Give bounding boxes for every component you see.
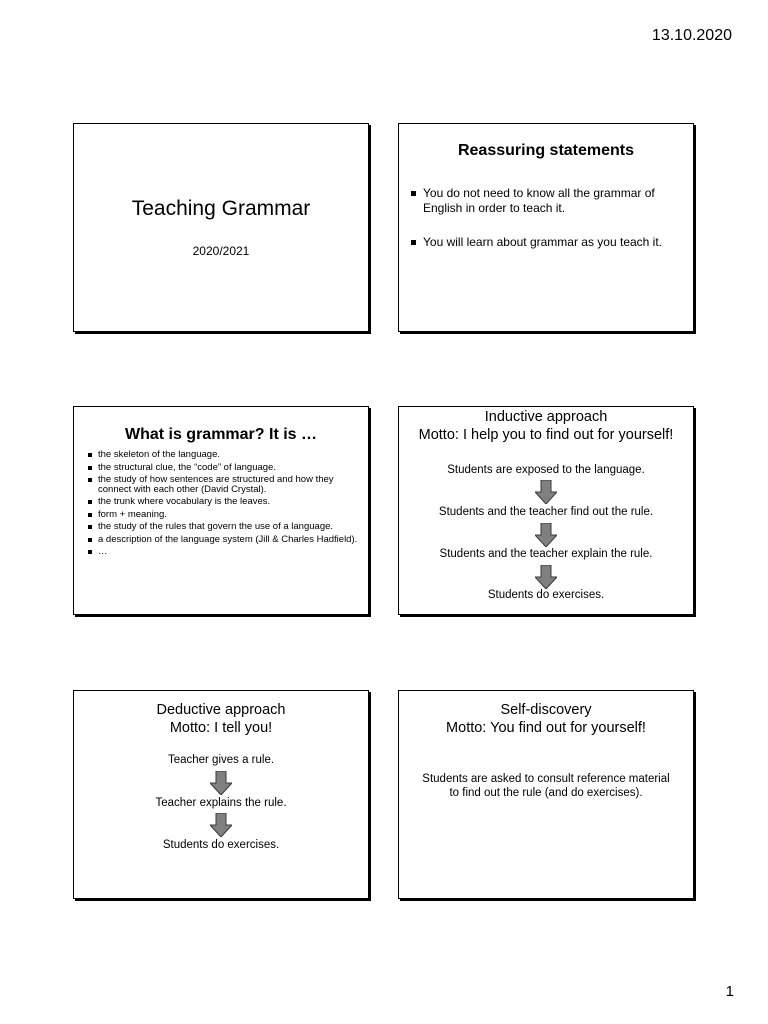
down-arrow-icon: [210, 771, 232, 795]
list-item: [88, 547, 358, 557]
square-bullet-icon: [88, 478, 92, 482]
slide-title-line: Deductive approach: [156, 702, 286, 718]
slide-inductive-approach: [398, 406, 694, 615]
slide-title: Teaching Grammar: [131, 197, 311, 220]
flow-step: Students do exercises.: [162, 839, 280, 851]
list-item: [409, 186, 679, 216]
flow-step: Teacher explains the rule.: [155, 797, 287, 809]
slide-reassuring-statements: [398, 123, 694, 332]
list-item-text: You do not need to know all the grammar of English in order to teach it.: [423, 186, 655, 215]
down-arrow-icon: [535, 523, 557, 547]
list-item-text: form + meaning.: [98, 508, 167, 520]
slide-subtitle: 2020/2021: [192, 244, 250, 258]
square-bullet-icon: [88, 525, 92, 529]
slide-title: [74, 701, 368, 737]
flow-step: Students are exposed to the language.: [447, 464, 645, 476]
list-item-text: the study of how sentences are structured and how they connect with each other (David Crystal).: [98, 474, 334, 495]
slide-title: What is grammar? It is …: [124, 426, 318, 443]
flow-step: Teacher gives a rule.: [167, 754, 275, 766]
flow-step: Students do exercises.: [487, 589, 605, 601]
list-item-text: a description of the language system (Jill & Charles Hadfield).: [98, 533, 358, 545]
list-item: [88, 450, 358, 460]
slide-self-discovery: [398, 690, 694, 899]
square-bullet-icon: [88, 538, 92, 542]
list-item-text: the trunk where vocabulary is the leaves.: [98, 496, 271, 507]
slide-body-text: Students are asked to consult reference material to find out the rule (and do exercises).: [422, 773, 670, 799]
square-bullet-icon: [88, 550, 92, 554]
slide-title: Reassuring statements: [457, 142, 635, 159]
square-bullet-icon: [88, 466, 92, 470]
list-item: [88, 510, 358, 520]
slide-motto: Motto: You find out for yourself!: [446, 720, 646, 736]
list-item-text: the skeleton of the language.: [98, 449, 221, 460]
square-bullet-icon: [88, 513, 92, 517]
list-item-text: …: [98, 546, 108, 557]
slide-title-line: Self-discovery: [500, 702, 592, 718]
list-item: [88, 475, 358, 494]
list-item-text: the structural clue, the “code” of language.: [98, 461, 276, 473]
bullet-list: [409, 186, 679, 269]
header-date: 13.10.2020: [651, 27, 732, 44]
list-item: [88, 497, 358, 507]
slide-title: [399, 408, 693, 444]
slide-title: [399, 701, 693, 737]
page-number: 1: [725, 983, 734, 1000]
bullet-list: [88, 450, 358, 560]
down-arrow-icon: [210, 813, 232, 837]
slide-motto: Motto: I tell you!: [169, 720, 273, 736]
square-bullet-icon: [88, 500, 92, 504]
flow-step: Students and the teacher explain the rule.: [439, 548, 653, 560]
slide-title-line: Inductive approach: [484, 409, 608, 425]
square-bullet-icon: [411, 191, 416, 196]
flow-step: Students and the teacher find out the rule.: [438, 506, 654, 518]
list-item: [88, 463, 358, 473]
slide-teaching-grammar: [73, 123, 369, 332]
down-arrow-icon: [535, 565, 557, 589]
list-item-text: the study of the rules that govern the use of a language.: [98, 521, 334, 532]
slide-deductive-approach: [73, 690, 369, 899]
list-item: [88, 522, 358, 532]
list-item-text: You will learn about grammar as you teach it.: [423, 235, 663, 249]
down-arrow-icon: [535, 480, 557, 504]
square-bullet-icon: [411, 240, 416, 245]
list-item: [409, 235, 679, 250]
slide-what-is-grammar: [73, 406, 369, 615]
slide-motto: Motto: I help you to find out for yourself!: [418, 427, 674, 443]
square-bullet-icon: [88, 453, 92, 457]
list-item: [88, 535, 358, 545]
